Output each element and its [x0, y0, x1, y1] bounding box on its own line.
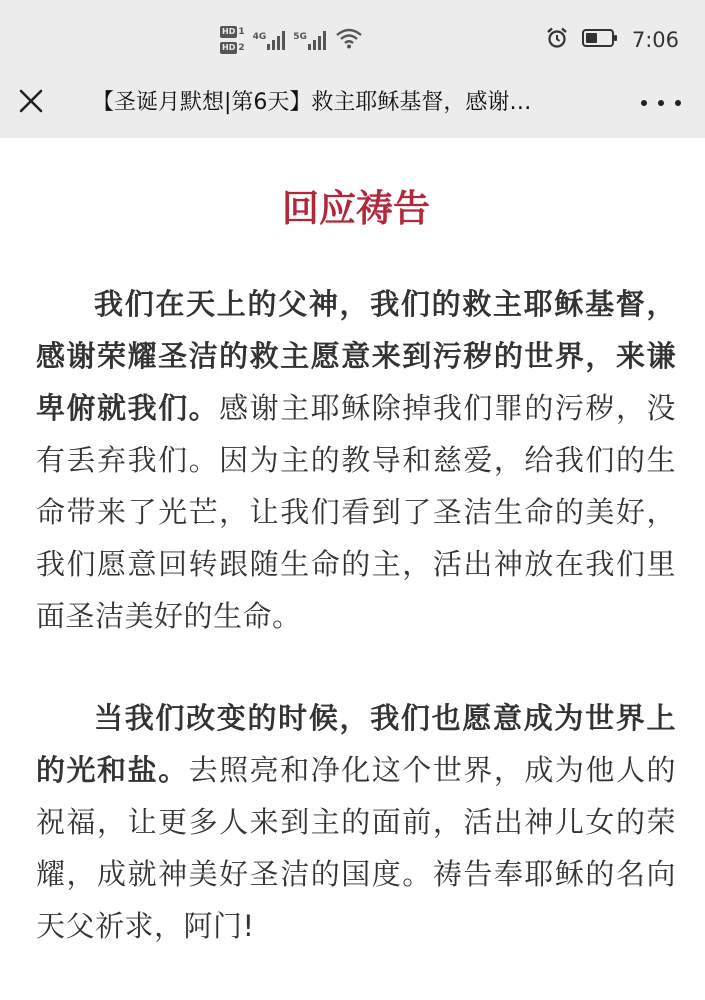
dot-icon	[641, 100, 647, 106]
hd-label: HD	[222, 27, 236, 36]
network-4g	[253, 30, 286, 50]
section-heading: 回应祷告	[282, 187, 430, 230]
prayer-paragraph-2	[36, 692, 676, 952]
dot-icon	[675, 100, 681, 106]
status-time: 7:06	[631, 28, 679, 52]
network-5g	[293, 30, 326, 50]
alarm-icon	[546, 27, 568, 53]
hd-badge-1	[220, 25, 245, 39]
signal-bars-icon	[308, 30, 326, 50]
regular-text: 去照亮和净化这个世界，成为他人的祝福，让更多人来到主的面前，活出神儿女的荣耀，成就神美好圣洁的国度。祷告奉耶稣的名向天父祈求，阿门!	[36, 753, 676, 943]
hd-label: HD	[222, 43, 236, 52]
regular-text: 感谢主耶稣除掉我们罪的污秽，没有丢弃我们。因为主的教导和慈爱，给我们的生命带来了光芒，让我们看到了圣洁生命的美好，我们愿意回转跟随生命的主，活出神放在我们里面圣洁美好的生命。	[36, 391, 676, 633]
article-content	[36, 138, 676, 952]
close-button[interactable]	[14, 84, 48, 118]
signal-bars-icon	[267, 30, 285, 50]
hd-badge-2	[220, 41, 245, 55]
hd-slot: 1	[238, 27, 245, 37]
network-label: 4G	[252, 32, 267, 42]
close-icon	[18, 88, 44, 114]
status-right-group	[546, 26, 679, 54]
page-title: 【圣诞月默想|第6天】救主耶稣基督，感谢…	[92, 90, 532, 115]
prayer-paragraph-1	[36, 278, 676, 642]
dot-icon	[658, 100, 664, 106]
status-left-group	[220, 22, 362, 58]
battery-icon	[582, 28, 618, 52]
nav-bar	[0, 70, 705, 138]
hd-slot: 2	[238, 43, 245, 53]
network-label: 5G	[293, 32, 307, 42]
bold-text: 当我们改变的时候，我们也愿意成为世界上的光和盐。	[36, 701, 676, 787]
hd-badges	[220, 25, 245, 55]
more-options-button[interactable]	[641, 88, 681, 118]
bold-text: 我们在天上的父神，我们的救主耶稣基督，感谢荣耀圣洁的救主愿意来到污秽的世界，来谦卑俯就我们。	[36, 287, 676, 425]
wifi-icon	[336, 27, 362, 53]
top-bar	[0, 0, 705, 138]
status-bar	[0, 0, 705, 70]
